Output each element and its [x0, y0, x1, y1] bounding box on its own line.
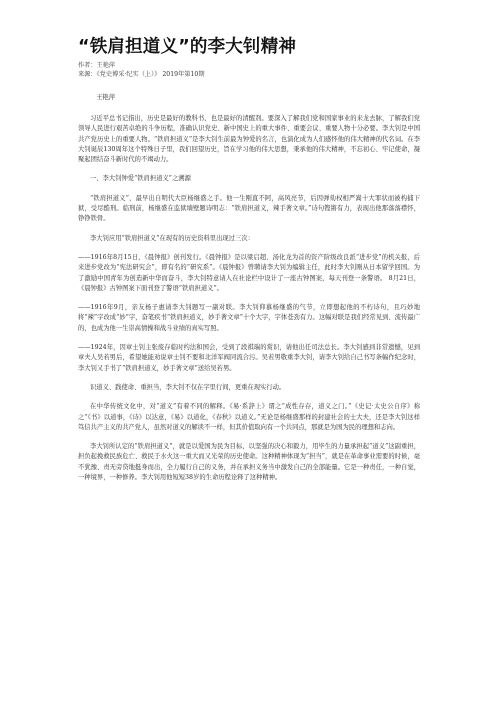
document-page: [78, 36, 420, 492]
paragraph-three-times: 李大钊应用“铁肩担道义”在现有的历史资料里出现过三次：: [90, 234, 254, 242]
paragraph-spirit: 李大钊所认定的“铁肩担道义”，就是以爱国为民为目标，以坚强的决心和毅力，用毕生的力量承担起“道义”这副重担，担负起挽救民族危亡、救民于水火这一重大而又光荣的历史使命。这种精神体现为“担当”，就是在革命事业需要的时候，毫不犹豫、责无旁贷地挺身而出，全力履行自己的义务，并在承担义务当中激发自己的全部能量。它是一种责任，一种自觉，一种境界，一种修养。李大钊用他短短38岁的生命历程诠释了这种精神。: [78, 443, 420, 482]
paragraph-origin: “铁肩担道义”，最早出自明代大臣杨继盛之手。他一生刚直不阿，高风亮节，后因弹劾权相严嵩十大罪状而被构捕下狱，受尽酷刑。临刑前，杨继盛在监狱墙壁题诗明志：“铁肩担道义，辣手著文章。”诗句铿锵有力，表现出他那落落襟怀，铮铮铁骨。: [78, 194, 420, 223]
source-line: 来源：《党史博采·纪实（上）》 2019年第10期: [78, 71, 205, 78]
paragraph-action: 识道义、践使命、重担当，李大钊不仅在字里行间，更重在现实行动。: [90, 383, 286, 391]
byline: 王艳萍: [96, 93, 116, 101]
paragraph-intro: 习近平总书记指出，历史是最好的教科书，也是最好的清醒剂。要深入了解我们党和国家事业的来龙去脉，了解我们党领导人民进行艰苦卓绝的斗争历程，准确认识党史、新中国史上的重大事件、重要会议、重要人物十分必要。李大钊是中国共产党历史上的重要人物。“铁肩担道义”是李大钊生前最为钟爱的名言，也演化成为人们感怀他的伟大精神的代名词。在李大钊诞辰130周年这个特殊日子里，我们回望历史，旨在学习他的伟大思想，秉承他的伟大精神，不忘初心、牢记使命，凝聚起团结奋斗新时代的不竭动力。: [78, 115, 420, 164]
author-line: 作者：王艳萍: [78, 62, 116, 69]
article-title: “铁肩担道义”的李大钊精神: [78, 37, 297, 57]
paragraph-tradition: 在中华传统文化中，对“道义”有着不同的解释。《易·系辞上》谓之“成性存存，道义之门。”《史记·太史公自序》称之“《书》以道事，《诗》以达意，《易》以道化，《春秋》以道义。”无论是杨继盛那样的封建社会的士大夫，还是李大钊这样笃信共产主义的共产党人，虽然对道义的解读不一样，但其价值取向有一个共同点，那就是为国为民的理想和志向。: [78, 403, 420, 431]
section-heading: 一、李大钊钟爱“铁肩担道义”之溯源: [90, 175, 191, 183]
paragraph-1916-aug: ——1916年8月15日，《晨钟报》创刊发行。《晨钟报》是以梁启超、汤化龙为首的资产阶级改良派“进步党”的机关报，后来进步党改为“宪法研究会”，即有名的“研究系”。《晨钟报》曾聘请李大钊为编辑主任，此时李大钊刚从日本留学回国。为了激励中国青年为创造新中华而奋斗，李大钊特意请人在社论栏中设计了一座古钟图案，每天刊登一条警语。 8月21日，《晨钟报》古钟图案下面刊登了警语“铁肩担道义”。: [78, 253, 420, 292]
paragraph-1916-sep: ——1916年9月，亲友杨子惠请李大钊题写一副对联。李大钊仰慕杨继盛的气节，立即想起他的不朽诗句，且巧妙地将“辣”字改成“妙”字，奋笔疾书“铁肩担道义，妙手著文章”十个大字，字体苍劲有力。这幅对联是我们经常见到、流传最广的，也成为他一生崇高情操和战斗业绩的真实写照。: [78, 304, 420, 332]
paragraph-1924: ——1924年，因章士钊主张废存临时约法和国会，受到了段祺瑞的赏识，请他出任司法总长。李大钊感到非常遗憾，见到章夫人吴若男后，希望她能劝说章士钊不要和北洋军阀同流合污。吴若男敬重李大钊，请李大钊给自己书写条幅作纪念时，李大钊又手书了“铁肩担道义，妙手著文章”送给吴若男。: [78, 344, 420, 372]
